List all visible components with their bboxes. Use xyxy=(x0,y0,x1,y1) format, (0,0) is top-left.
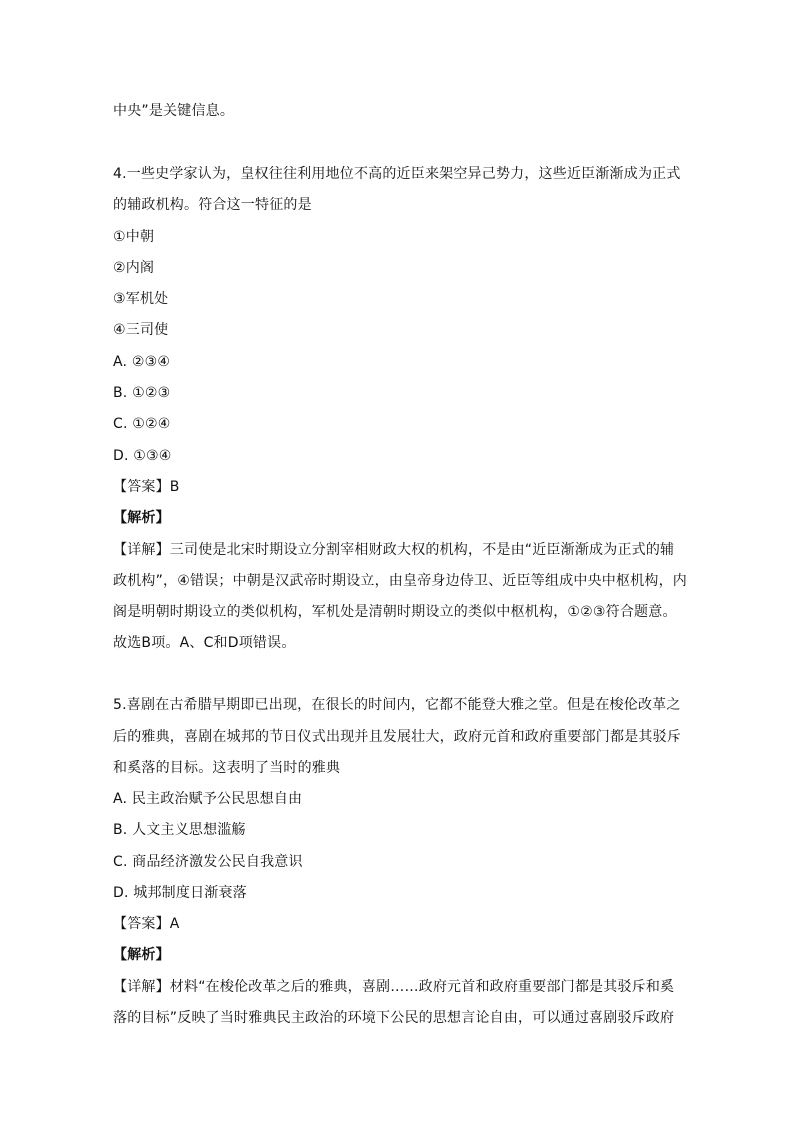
question-4-analysis-heading: 【解析】 xyxy=(113,510,170,526)
question-4-item: ③军机处 xyxy=(113,291,169,307)
question-4-option-b: B. ①②③ xyxy=(113,385,171,401)
question-4-item: ②内阁 xyxy=(113,260,155,276)
question-4-stem: 4.一些史学家认为，皇权往往利用地位不高的近臣来架空异己势力，这些近臣渐渐成为正式 xyxy=(113,166,681,182)
question-4-explanation: 故选B项。A、C和D项错误。 xyxy=(113,635,296,651)
question-5-option-d: D. 城邦制度日渐衰落 xyxy=(113,885,247,901)
question-5-option-a: A. 民主政治赋予公民思想自由 xyxy=(113,791,303,807)
question-4-explanation: 政机构”，④错误；中朝是汉武帝时期设立，由皇帝身边侍卫、近臣等组成中央中枢机构，内 xyxy=(113,573,688,589)
question-4-explanation: 【详解】三司使是北宋时期设立分割宰相财政大权的机构，不是由“近臣渐渐成为正式的辅 xyxy=(113,542,675,558)
question-5-stem: 和奚落的目标。这表明了当时的雅典 xyxy=(113,760,341,776)
question-5-stem: 后的雅典，喜剧在城邦的节日仪式出现并且发展壮大，政府元首和政府重要部门都是其驳斥 xyxy=(113,729,681,745)
question-4-item: ①中朝 xyxy=(113,229,155,245)
question-5-explanation: 落的目标”反映了当时雅典民主政治的环境下公民的思想言论自由，可以通过喜剧驳斥政府 xyxy=(113,1010,675,1026)
question-5-answer: 【答案】A xyxy=(113,916,180,932)
text-line: 中央”是关键信息。 xyxy=(113,103,235,119)
question-4-answer: 【答案】B xyxy=(113,479,180,495)
question-4-stem: 的辅政机构。符合这一特征的是 xyxy=(113,197,312,213)
question-4-option-a: A. ②③④ xyxy=(113,354,171,370)
question-5-option-c: C. 商品经济激发公民自我意识 xyxy=(113,854,303,870)
question-4-item: ④三司使 xyxy=(113,322,169,338)
question-4-option-d: D. ①③④ xyxy=(113,448,172,464)
question-5-explanation: 【详解】材料“在梭伦改革之后的雅典，喜剧……政府元首和政府重要部门都是其驳斥和奚 xyxy=(113,979,675,995)
question-5-option-b: B. 人文主义思想滥觞 xyxy=(113,822,246,838)
question-4-explanation: 阁是明朝时期设立的类似机构，军机处是清朝时期设立的类似中枢机构，①②③符合题意。 xyxy=(113,604,677,620)
question-5-analysis-heading: 【解析】 xyxy=(113,947,170,963)
question-5-stem: 5.喜剧在古希腊早期即已出现，在很长的时间内，它都不能登大雅之堂。但是在梭伦改革之 xyxy=(113,697,681,713)
question-4-option-c: C. ①②④ xyxy=(113,416,171,432)
